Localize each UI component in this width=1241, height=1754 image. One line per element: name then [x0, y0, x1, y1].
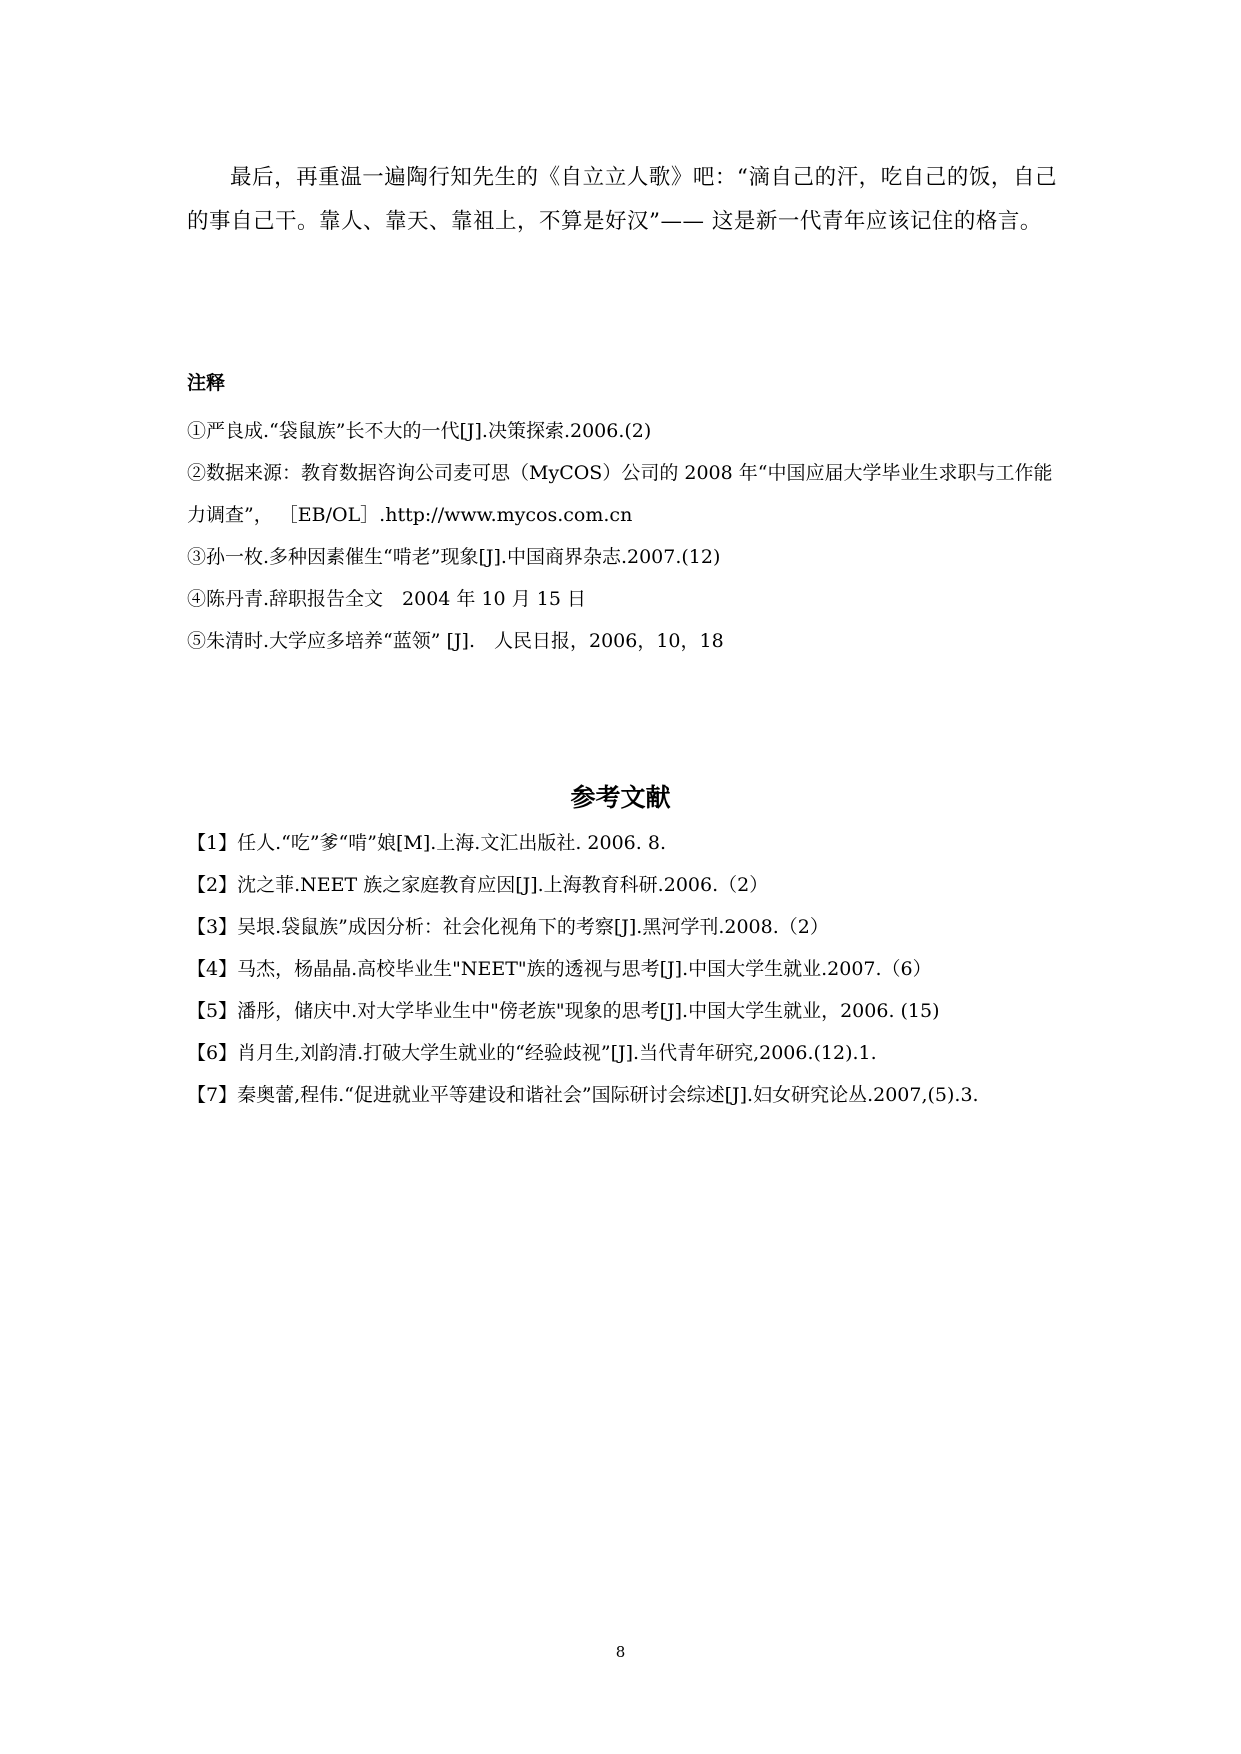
reference-item-3: 【3】吴垠.袋鼠族”成因分析：社会化视角下的考察[J].黑河学刊.2008.（2） — [187, 916, 829, 938]
reference-item-1: 【1】任人.“吃”爹“啃”娘[M].上海.文汇出版社. 2006. 8. — [187, 832, 666, 854]
note-item-4: ④陈丹青.辞职报告全文 2004 年 10 月 15 日 — [187, 588, 586, 610]
reference-item-6: 【6】肖月生,刘韵清.打破大学生就业的“经验歧视”[J].当代青年研究,2006.(12).1. — [187, 1042, 877, 1064]
reference-item-7: 【7】秦奥蕾,程伟.“促进就业平等建设和谐社会”国际研讨会综述[J].妇女研究论丛.2007,(5).3. — [187, 1084, 979, 1106]
notes-heading: 注释 — [187, 372, 226, 394]
note-item-2: ②数据来源：教育数据咨询公司麦可思（MyCOS）公司的 2008 年“中国应届大学毕业生求职与工作能力调查”， ［EB/OL］.http://www.mycos.com.cn — [187, 462, 1053, 526]
reference-item-5: 【5】潘彤，储庆中.对大学毕业生中"傍老族"现象的思考[J].中国大学生就业，2006. (15) — [187, 1000, 940, 1022]
page-number: 8 — [615, 1643, 626, 1661]
note-item-5: ⑤朱清时.大学应多培养“蓝领” [J]. 人民日报，2006，10，18 — [187, 630, 724, 652]
reference-item-4: 【4】马杰，杨晶晶.高校毕业生"NEET"族的透视与思考[J].中国大学生就业.2007.（6） — [187, 958, 932, 980]
note-item-3: ③孙一枚.多种因素催生“啃老”现象[J].中国商界杂志.2007.(12) — [187, 546, 721, 568]
note-item-1: ①严良成.“袋鼠族”长不大的一代[J].决策探索.2006.(2) — [187, 420, 652, 442]
references-heading: 参考文献 — [570, 783, 671, 812]
references-list — [187, 822, 1057, 1116]
body-paragraph: 最后，再重温一遍陶行知先生的《自立立人歌》吧：“滴自己的汗，吃自己的饭，自己的事自己干。靠人、靠天、靠祖上，不算是好汉”—— 这是新一代青年应该记住的格言。 — [187, 165, 1057, 234]
reference-item-2: 【2】沈之菲.NEET 族之家庭教育应因[J].上海教育科研.2006.（2） — [187, 874, 769, 896]
notes-list — [187, 410, 1057, 662]
